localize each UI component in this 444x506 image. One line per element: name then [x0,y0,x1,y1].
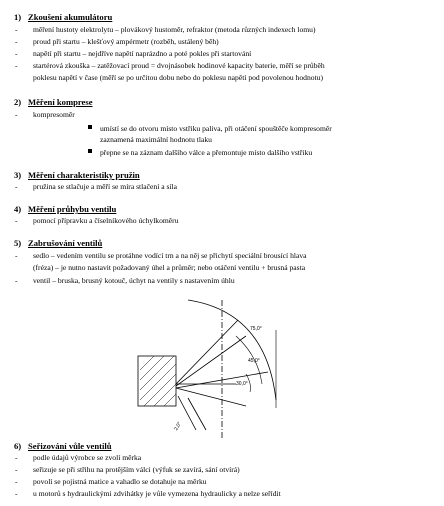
section-title: Zabrušování ventilů [28,238,103,248]
list-item: - podle údajů výrobce se zvolí měrka [15,453,142,462]
section-heading-6 [14,441,112,451]
list-item: - kompresoměr [15,110,75,119]
section-title: Zkoušení akumulátoru [28,12,113,22]
list-item-text: sedlo – vedením ventilu se protáhne vodící trn a na něj se přichytí speciální brousící hlava [33,251,307,260]
list-item-text: kompresoměr [33,110,75,119]
list-item: - proud při startu – klešťový ampérmetr (rozběh, ustálený běh) [15,37,219,46]
sub-list-item-continuation: zaznamená maximální hodnotu tlaku [100,135,212,144]
list-item-text: proud při startu – klešťový ampérmetr (rozběh, ustálený běh) [33,37,219,46]
section-number: 1) [14,12,22,22]
section-title: Seřizování vůle ventilů [28,441,112,451]
seat-hatching [140,356,176,406]
list-item-text: podle údajů výrobce se zvolí měrka [33,453,142,462]
list-item: - sedlo – vedením ventilu se protáhne vodící trn a na něj se přichytí speciální brousící hlava [15,251,307,260]
section-number: 3) [14,170,22,180]
angle-line-lower [176,388,246,406]
list-item: - pružina se stlačuje a měří se míra stlačení a síla [15,182,178,191]
angle-label-45: 45,0° [248,358,260,364]
section-number: 5) [14,238,22,248]
sub-list-item-text: umístí se do otvoru místo vstřiku paliva, při otáčení spouštěče kompresoměr [100,124,332,133]
list-item: - u motorů s hydraulickými zdvihátky je vůle vymezena hydraulicky a nelze seřídit [15,489,281,498]
angle-line-75 [176,320,238,384]
list-item: - pomocí přípravku a číselníkového úchylkoměru [15,216,179,225]
list-item: - povolí se pojistná matice a vahadlo se dotahuje na měrku [15,477,207,486]
list-item-continuation: (fréza) – je nutno nastavit požadovaný úhel a průměr; nebo otáčení ventilu + brusná pasta [33,263,306,272]
angle-label-75: 75,0° [250,326,262,332]
list-item-text: seřizuje se při střihu na protějším válci (výfuk se zavírá, sání otvírá) [33,465,240,474]
list-item-text: měření hustoty elektrolytu – plovákový hustoměr, refraktor (metoda různých indexech lomu) [33,25,316,34]
list-item-text: ventil – bruska, brusný kotouč, úchyt na ventily s nastavením úhlu [33,276,235,285]
angle-line-2b [188,398,206,430]
section-title: Měření charakteristiky pružin [28,170,140,180]
section-number: 2) [14,97,22,107]
arc-75 [188,300,276,400]
section-number: 4) [14,204,22,214]
list-item-text: povolí se pojistná matice a vahadlo se dotahuje na měrku [33,477,207,486]
list-item-text: napětí při startu – nejdříve napětí naprázdno a poté pokles při startování [33,49,252,58]
angle-label-30: 30,0° [236,381,248,387]
section-number: 6) [14,441,22,451]
list-item-text: pružina se stlačuje a měří se míra stlačení a síla [33,182,178,191]
sub-list-item-text: přepne se na záznam dalšího válce a přemontuje místo dalšího vstřiku [100,148,313,157]
section-title: Měření průhybu ventilu [28,204,117,214]
list-item: - seřizuje se při střihu na protějším válci (výfuk se zavírá, sání otvírá) [15,465,240,474]
section-title: Měření komprese [28,97,93,107]
angle-line-45 [176,336,246,386]
list-item: - ventil – bruska, brusný kotouč, úchyt na ventily s nastavením úhlu [15,276,235,285]
valve-seat-block [138,356,176,406]
list-item: - startérová zkouška – zatěžovací proud = dvojnásobek hodinové kapacity baterie, měří se průběh [15,61,325,70]
list-item: - měření hustoty elektrolytu – plovákový hustoměr, refraktor (metoda různých indexech lomu) [15,25,316,34]
list-item-text: pomocí přípravku a číselníkového úchylkoměru [33,216,179,225]
angle-label-2: 2,0° [173,420,183,432]
list-item-text: startérová zkouška – zatěžovací proud = dvojnásobek hodinové kapacity baterie, měří se průběh [33,61,325,70]
list-item: - napětí při startu – nejdříve napětí naprázdno a poté pokles při startování [15,49,252,58]
list-item-continuation: poklesu napětí v čase (měří se po určitou dobu nebo do poklesu napětí pod povolenou hodnotu) [33,73,323,82]
list-item-text: u motorů s hydraulickými zdvihátky je vůle vymezena hydraulicky a nelze seřídit [33,489,281,498]
